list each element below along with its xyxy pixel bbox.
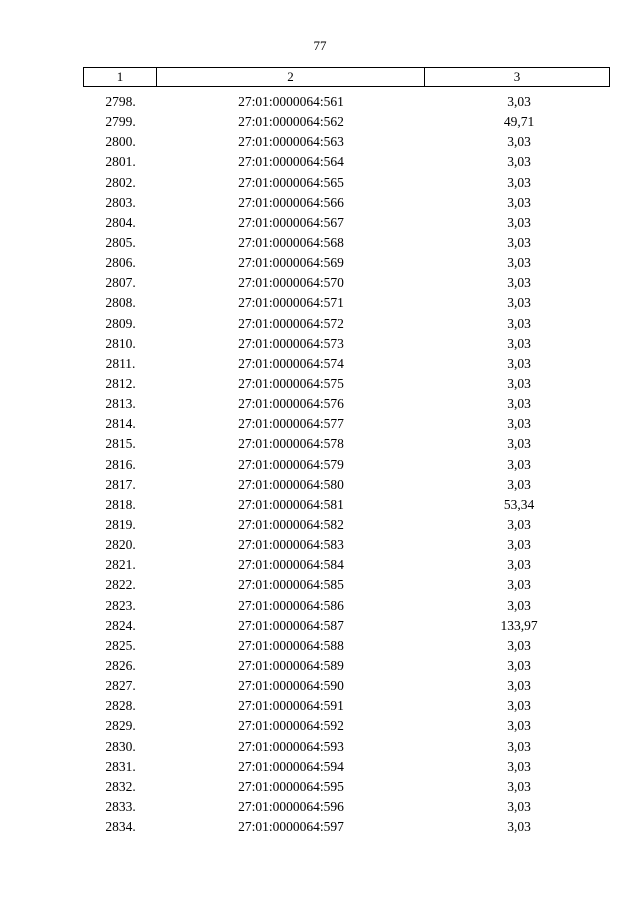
cadastral-number: 27:01:0000064:592	[238, 718, 344, 734]
row-value: 3,03	[507, 516, 531, 532]
row-number: 2810.	[105, 335, 136, 351]
cadastral-number: 27:01:0000064:594	[238, 758, 344, 774]
cadastral-number: 27:01:0000064:578	[238, 436, 344, 452]
row-number: 2832.	[105, 778, 136, 794]
row-value: 133,97	[500, 617, 538, 633]
row-number: 2820.	[105, 537, 136, 553]
row-number: 2816.	[105, 456, 136, 472]
row-value: 3,03	[507, 375, 531, 391]
table-row	[83, 475, 610, 495]
row-number: 2826.	[105, 657, 136, 673]
row-value: 3,03	[507, 416, 531, 432]
row-number: 2834.	[105, 819, 136, 835]
cadastral-number: 27:01:0000064:591	[238, 698, 344, 714]
row-value: 3,03	[507, 355, 531, 371]
table-row	[83, 354, 610, 374]
cadastral-number: 27:01:0000064:585	[238, 577, 344, 593]
table-row	[83, 92, 610, 112]
table-row	[83, 757, 610, 777]
table-row	[83, 414, 610, 434]
cadastral-number: 27:01:0000064:575	[238, 375, 344, 391]
row-value: 3,03	[507, 637, 531, 653]
column-header-2: 2	[157, 68, 425, 86]
row-value: 53,34	[503, 496, 535, 512]
row-value: 3,03	[507, 295, 531, 311]
row-number: 2818.	[105, 496, 136, 512]
cadastral-number: 27:01:0000064:583	[238, 537, 344, 553]
row-number: 2800.	[105, 134, 136, 150]
cadastral-number: 27:01:0000064:570	[238, 275, 344, 291]
cadastral-number: 27:01:0000064:597	[238, 819, 344, 835]
cadastral-number: 27:01:0000064:564	[238, 154, 344, 170]
cadastral-number: 27:01:0000064:562	[238, 114, 344, 130]
row-value: 3,03	[507, 214, 531, 230]
table-row	[83, 596, 610, 616]
column-header-3: 3	[513, 69, 521, 84]
cadastral-number: 27:01:0000064:595	[238, 778, 344, 794]
row-value: 3,03	[507, 819, 531, 835]
row-number: 2825.	[105, 637, 136, 653]
table-row	[83, 213, 610, 233]
row-value: 3,03	[507, 798, 531, 814]
table-row	[83, 334, 610, 354]
row-number: 2802.	[105, 174, 136, 190]
table-row	[83, 273, 610, 293]
cadastral-number: 27:01:0000064:567	[238, 214, 344, 230]
cadastral-number: 27:01:0000064:568	[238, 234, 344, 250]
cadastral-number: 27:01:0000064:582	[238, 516, 344, 532]
table-row	[83, 193, 610, 213]
row-value: 3,03	[507, 234, 531, 250]
table-row	[83, 535, 610, 555]
row-value: 3,03	[507, 174, 531, 190]
row-number: 2830.	[105, 738, 136, 754]
row-value: 3,03	[507, 758, 531, 774]
row-value: 3,03	[507, 718, 531, 734]
row-number: 2806.	[105, 255, 136, 271]
row-value: 3,03	[507, 255, 531, 271]
row-number: 2815.	[105, 436, 136, 452]
cadastral-number: 27:01:0000064:587	[238, 617, 344, 633]
table-row	[83, 495, 610, 515]
table-row	[83, 152, 610, 172]
cadastral-number: 27:01:0000064:581	[238, 496, 344, 512]
cadastral-number: 27:01:0000064:590	[238, 678, 344, 694]
row-number: 2824.	[105, 617, 136, 633]
table-row	[83, 434, 610, 454]
table-body	[83, 92, 610, 837]
row-number: 2819.	[105, 516, 136, 532]
table-row	[83, 555, 610, 575]
row-number: 2829.	[105, 718, 136, 734]
row-number: 2803.	[105, 194, 136, 210]
row-number: 2823.	[105, 597, 136, 613]
table-row	[83, 636, 610, 656]
table-row	[83, 374, 610, 394]
cadastral-number: 27:01:0000064:586	[238, 597, 344, 613]
table-row	[83, 656, 610, 676]
row-number: 2821.	[105, 557, 136, 573]
cadastral-number: 27:01:0000064:563	[238, 134, 344, 150]
row-value: 49,71	[503, 114, 535, 130]
row-number: 2811.	[105, 355, 136, 371]
table-row	[83, 394, 610, 414]
cadastral-number: 27:01:0000064:588	[238, 637, 344, 653]
row-number: 2808.	[105, 295, 136, 311]
row-value: 3,03	[507, 476, 531, 492]
row-number: 2822.	[105, 577, 136, 593]
cadastral-number: 27:01:0000064:589	[238, 657, 344, 673]
cadastral-number: 27:01:0000064:580	[238, 476, 344, 492]
table-row	[83, 112, 610, 132]
row-number: 2817.	[105, 476, 136, 492]
cadastral-number: 27:01:0000064:596	[238, 798, 344, 814]
row-number: 2831.	[105, 758, 136, 774]
row-number: 2833.	[105, 798, 136, 814]
row-value: 3,03	[507, 275, 531, 291]
row-number: 2814.	[105, 416, 136, 432]
table-header	[83, 67, 610, 87]
row-value: 3,03	[507, 537, 531, 553]
row-number: 2799.	[105, 114, 136, 130]
row-value: 3,03	[507, 698, 531, 714]
cadastral-number: 27:01:0000064:571	[238, 295, 344, 311]
table-row	[83, 737, 610, 757]
cadastral-number: 27:01:0000064:561	[238, 94, 344, 109]
row-value: 3,03	[507, 94, 531, 109]
cadastral-number: 27:01:0000064:593	[238, 738, 344, 754]
table-row	[83, 132, 610, 152]
row-value: 3,03	[507, 738, 531, 754]
row-value: 3,03	[507, 396, 531, 412]
table-row	[83, 253, 610, 273]
cadastral-number: 27:01:0000064:584	[238, 557, 344, 573]
table-row	[83, 515, 610, 535]
table-row	[83, 817, 610, 837]
cadastral-number: 27:01:0000064:577	[238, 416, 344, 432]
table-row	[83, 314, 610, 334]
table-row	[83, 293, 610, 313]
table-row	[83, 173, 610, 193]
cadastral-number: 27:01:0000064:579	[238, 456, 344, 472]
table-row	[83, 716, 610, 736]
row-number: 2801.	[105, 154, 136, 170]
row-value: 3,03	[507, 557, 531, 573]
row-value: 3,03	[507, 657, 531, 673]
table-row	[83, 616, 610, 636]
cadastral-number: 27:01:0000064:574	[238, 355, 344, 371]
cadastral-number: 27:01:0000064:565	[238, 174, 344, 190]
table-row	[83, 575, 610, 595]
row-value: 3,03	[507, 436, 531, 452]
row-value: 3,03	[507, 678, 531, 694]
cadastral-number: 27:01:0000064:566	[238, 194, 344, 210]
table-row	[83, 797, 610, 817]
row-number: 2809.	[105, 315, 136, 331]
cadastral-number: 27:01:0000064:573	[238, 335, 344, 351]
row-value: 3,03	[507, 778, 531, 794]
row-value: 3,03	[507, 456, 531, 472]
row-value: 3,03	[507, 577, 531, 593]
cadastral-number: 27:01:0000064:569	[238, 255, 344, 271]
row-number: 2827.	[105, 678, 136, 694]
row-value: 3,03	[507, 597, 531, 613]
row-number: 2812.	[105, 375, 136, 391]
page-number: 77	[313, 38, 327, 53]
row-value: 3,03	[507, 194, 531, 210]
row-number: 2798.	[105, 94, 136, 109]
column-header-1: 1	[84, 68, 157, 86]
cadastral-number: 27:01:0000064:572	[238, 315, 344, 331]
row-value: 3,03	[507, 134, 531, 150]
cadastral-number: 27:01:0000064:576	[238, 396, 344, 412]
row-number: 2804.	[105, 214, 136, 230]
table-row	[83, 696, 610, 716]
row-number: 2807.	[105, 275, 136, 291]
table-row	[83, 233, 610, 253]
row-number: 2813.	[105, 396, 136, 412]
row-value: 3,03	[507, 315, 531, 331]
row-number: 2805.	[105, 234, 136, 250]
row-value: 3,03	[507, 154, 531, 170]
table-row	[83, 455, 610, 475]
table-row	[83, 676, 610, 696]
table-row	[83, 777, 610, 797]
row-value: 3,03	[507, 335, 531, 351]
row-number: 2828.	[105, 698, 136, 714]
